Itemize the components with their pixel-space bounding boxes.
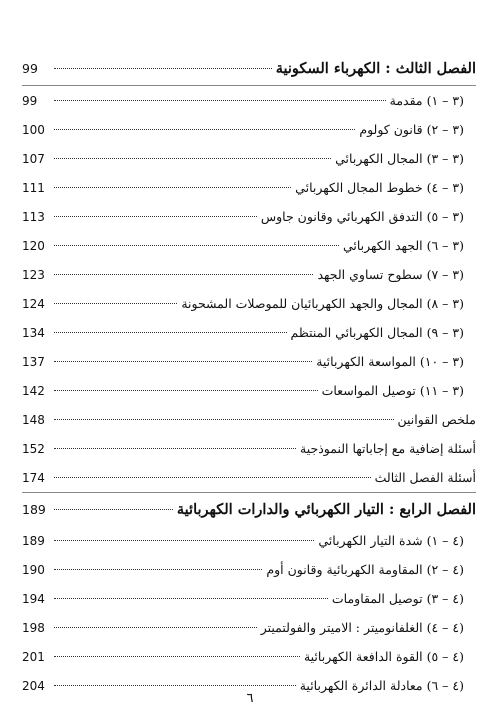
toc-entry-page: 152: [22, 442, 45, 456]
toc-entry-row[interactable]: [22, 115, 476, 144]
dot-leader: [54, 274, 313, 275]
toc-entry-row[interactable]: [22, 463, 476, 492]
toc-entry-title: أسئلة الفصل الثالث: [374, 470, 476, 485]
toc-entry-row[interactable]: [22, 260, 476, 289]
toc-entry-row[interactable]: [22, 86, 476, 115]
toc-entry-page: 120: [22, 239, 45, 253]
toc-entry-page: 124: [22, 297, 45, 311]
toc-entry-row[interactable]: [22, 405, 476, 434]
toc-entry-title: (٤ – ٢) المقاومة الكهربائية وقانون أوم: [266, 562, 464, 577]
dot-leader: [54, 129, 355, 130]
toc-entry-row[interactable]: [22, 376, 476, 405]
toc-entry-page: 123: [22, 268, 45, 282]
toc-entry-page: 99: [22, 94, 38, 108]
toc-entry-title: (٤ – ٣) توصيل المقاومات: [331, 591, 464, 606]
toc-entry-title: (٣ – ٤) خطوط المجال الكهربائي: [295, 180, 464, 195]
toc-entry-row[interactable]: [22, 318, 476, 347]
toc-entry-page: 111: [22, 181, 45, 195]
toc-entry-title: (٣ – ٨) المجال والجهد الكهربائيان للموصلات المشحونة: [181, 296, 464, 311]
toc-entry-page: 134: [22, 326, 45, 340]
dot-leader: [54, 627, 257, 628]
toc-entry-page: 189: [22, 502, 46, 517]
toc-entry-page: 107: [22, 152, 45, 166]
toc-entry-page: 204: [22, 679, 45, 693]
toc-entry-page: 189: [22, 534, 45, 548]
toc-entry-title: (٤ – ٤) الغلفانوميتر : الاميتر والفولتميتر: [260, 620, 464, 635]
toc-entry-page: 194: [22, 592, 45, 606]
dot-leader: [54, 361, 312, 362]
toc-entry-row[interactable]: [22, 434, 476, 463]
toc-entry-row[interactable]: [22, 144, 476, 173]
dot-leader: [54, 68, 272, 69]
toc-entry-row[interactable]: [22, 202, 476, 231]
toc-entry-row[interactable]: [22, 584, 476, 613]
toc-entry-page: 148: [22, 413, 45, 427]
toc-entry-row[interactable]: [22, 347, 476, 376]
toc-entry-row[interactable]: [22, 642, 476, 671]
dot-leader: [54, 158, 331, 159]
table-of-contents: [22, 52, 476, 700]
toc-entry-title: (٤ – ٥) القوة الدافعة الكهربائية: [303, 649, 464, 664]
toc-entry-title: (٣ – ٣) المجال الكهربائي: [335, 151, 464, 166]
toc-entry-title: أسئلة إضافية مع إجاباتها النموذجية: [300, 441, 476, 456]
dot-leader: [54, 390, 318, 391]
dot-leader: [54, 540, 314, 541]
dot-leader: [54, 419, 394, 420]
toc-entry-page: 190: [22, 563, 45, 577]
toc-entry-title: (٣ – ٩) المجال الكهربائي المنتظم: [290, 325, 464, 340]
toc-entry-row[interactable]: [22, 289, 476, 318]
toc-entry-title: (٣ – ٥) التدفق الكهربائي وقانون جاوس: [260, 209, 464, 224]
toc-entry-title: (٣ – ٦) الجهد الكهربائي: [342, 238, 464, 253]
toc-entry-page: 99: [22, 61, 38, 76]
toc-entry-title: (٣ – ٢) قانون كولوم: [359, 122, 464, 137]
dot-leader: [54, 509, 173, 510]
toc-entry-title: (٣ – ٧) سطوح تساوي الجهد: [317, 267, 464, 282]
dot-leader: [54, 216, 257, 217]
toc-entry-page: 100: [22, 123, 45, 137]
toc-entry-title: ملخص القوانين: [397, 412, 476, 427]
toc-entry-page: 142: [22, 384, 45, 398]
toc-entry-title: (٤ – ١) شدة التيار الكهربائي: [318, 533, 464, 548]
toc-chapter-row[interactable]: [22, 52, 476, 85]
toc-entry-page: 201: [22, 650, 45, 664]
dot-leader: [54, 100, 386, 101]
dot-leader: [54, 656, 300, 657]
toc-entry-page: 198: [22, 621, 45, 635]
toc-entry-title: (٣ – ١٠) المواسعة الكهربائية: [316, 354, 464, 369]
toc-entry-title: (٣ – ١١) توصيل المواسعات: [321, 383, 464, 398]
toc-entry-title: الفصل الرابع : التيار الكهربائي والدارات الكهربائية: [176, 501, 476, 518]
toc-entry-page: 137: [22, 355, 45, 369]
dot-leader: [54, 303, 177, 304]
toc-entry-row[interactable]: [22, 613, 476, 642]
dot-leader: [54, 685, 296, 686]
toc-entry-row[interactable]: [22, 555, 476, 584]
dot-leader: [54, 187, 291, 188]
dot-leader: [54, 569, 262, 570]
toc-entry-title: (٤ – ٦) معادلة الدائرة الكهربائية: [299, 678, 464, 693]
dot-leader: [54, 332, 287, 333]
toc-entry-row[interactable]: [22, 526, 476, 555]
toc-entry-row[interactable]: [22, 173, 476, 202]
dot-leader: [54, 598, 328, 599]
toc-entry-title: الفصل الثالث : الكهرباء السكونية: [275, 60, 476, 77]
toc-entry-page: 174: [22, 471, 45, 485]
toc-chapter-row[interactable]: [22, 493, 476, 526]
page-number: ٦: [246, 691, 254, 706]
toc-entry-title: (٣ – ١) مقدمة: [389, 93, 464, 108]
dot-leader: [54, 477, 371, 478]
dot-leader: [54, 245, 339, 246]
dot-leader: [54, 448, 296, 449]
toc-entry-page: 113: [22, 210, 45, 224]
toc-entry-row[interactable]: [22, 231, 476, 260]
